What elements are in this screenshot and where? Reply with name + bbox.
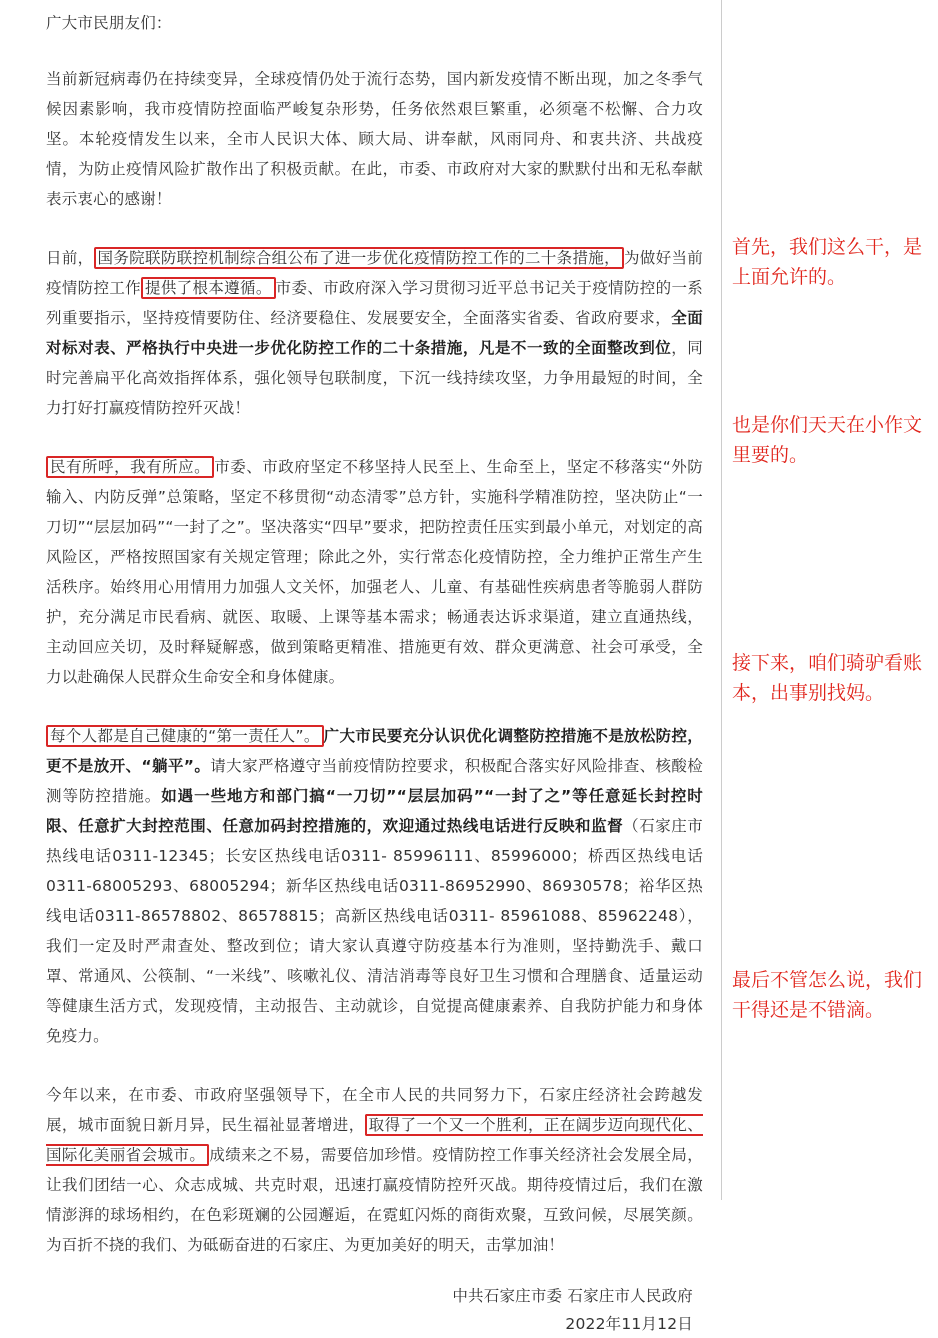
highlight-fundamental-guidance: 提供了根本遵循。 [141,277,276,299]
paragraph-3 [46,452,703,692]
highlight-twenty-measures: 国务院联防联控机制综合组公布了进一步优化疫情防控工作的二十条措施， [94,247,624,269]
annotation-3: 接下来，咱们骑驴看账本，出事别找妈。 [732,652,923,704]
p5-text-b: 成绩来之不易，需要倍加珍惜。疫情防控工作事关经济社会发展全局，让我们团结一心、众志成城、共克时艰，迅速打赢疫情防控歼灭战。期待疫情过后，我们在激情澎湃的球场相约，在色彩斑斓的公园邂逅，在霓虹闪烁的商街欢聚，互致问候，尽展笑颜。为百折不挠的我们、为砥砺奋进的石家庄、为更加美好的明天，击掌加油！ [46,1146,703,1254]
p4-bold-2: 如遇一些地方和部门搞“一刀切”“层层加码”“一封了之”等任意延长封控时限、任意扩大封控范围、任意加码封控措施的，欢迎通过热线电话进行反映和监督 [46,787,704,835]
highlight-victory: 取得了一个又一个胜利，正在阔步迈向现代化、国际化美丽省会城市。 [46,1116,703,1164]
p4-text-b: （石家庄市热线电话0311-12345；长安区热线电话0311- 85996111、85996000；桥西区热线电话0311-68005293、68005294；新华区热线电话0311-86952990、86930578；裕华区热线电话0311-86578802、86578815；高新区热线电话0311- 85961088、85962248），我们一定及时严肃查处、整改到位；请大家认真遵守防疫基本行为准则，坚持勤洗手、戴口罩、常通风、公筷制、“一米线”、咳嗽礼仪、清洁消毒等良好卫生习惯和合理膳食、适量运动等健康生活方式，发现疫情，主动报告、主动就诊，自觉提高健康素养、自我防护能力和身体免疫力。 [46,817,703,1045]
p2-text-b: 为做好当前疫情防控工作 [46,249,703,297]
p5-text-a: 今年以来，在市委、市政府坚强领导下，在全市人民的共同努力下，石家庄经济社会跨越发展，城市面貌日新月异，民生福祉显著增进， [46,1086,703,1134]
paragraph-2 [46,243,703,423]
signature-block [46,1282,703,1338]
highlight-first-responsible: 每个人都是自己健康的“第一责任人”。 [46,725,324,747]
paragraph-5 [46,1080,703,1260]
p3-text: 市委、市政府坚定不移坚持人民至上、生命至上，坚定不移落实“外防输入、内防反弹”总策略，坚定不移贯彻“动态清零”总方针，实施科学精准防控，坚决防止“一刀切”“层层加码”“一封了之”。坚决落实“四早”要求，把防控责任压实到最小单元，对划定的高风险区，严格按照国家有关规定管理；除此之外，实行常态化疫情防控，全力维护正常生产生活秩序。始终用心用情用力加强人文关怀，加强老人、儿童、有基础性疾病患者等脆弱人群防护，充分满足市民看病、就医、取暖、上课等基本需求；畅通表达诉求渠道，建立直通热线，主动回应关切，及时释疑解惑，做到策略更精准、措施更有效、群众更满意、社会可承受，全力以赴确保人民群众生命安全和身体健康。 [46,458,703,686]
paragraph-4 [46,721,703,1051]
p2-text-c: 市委、市政府深入学习贯彻习近平总书记关于疫情防控的一系列重要指示，坚持疫情要防住、经济要稳住、发展要安全，全面落实省委、省政府要求， [46,279,704,327]
p4-text-a: 请大家严格遵守当前疫情防控要求，积极配合落实好风险排查、核酸检测等防控措施。 [46,757,703,805]
annotation-4: 最后不管怎么说，我们干得还是不错滴。 [732,969,923,1021]
annotation-1: 首先，我们这么干，是上面允许的。 [732,236,923,288]
greeting: 广大市民朋友们： [46,14,172,32]
highlight-people-call: 民有所呼，我有所应。 [46,456,214,478]
p4-bold-1: 广大市民要充分认识优化调整防控措施不是放松防控，更不是放开、“躺平”。 [46,727,703,775]
paragraph-1: 当前新冠病毒仍在持续变异，全球疫情仍处于流行态势，国内新发疫情不断出现，加之冬季气候因素影响，我市疫情防控面临严峻复杂形势，任务依然艰巨繁重，必须毫不松懈、合力攻坚。本轮疫情发生以来，全市人民识大体、顾大局、讲奉献，风雨同舟、和衷共济、共战疫情，为防止疫情风险扩散作出了积极贡献。在此，市委、市政府对大家的默默付出和无私奉献表示衷心的感谢！ [46,70,703,208]
p2-text-a: 日前， [46,249,94,267]
date: 2022年11月12日 [565,1315,693,1333]
annotation-2: 也是你们天天在小作文里要的。 [732,414,923,466]
p2-text-d: ，同时完善扁平化高效指挥体系，强化领导包联制度，下沉一线持续攻坚，力争用最短的时间，全力打好打赢疫情防控歼灭战！ [46,339,703,417]
p2-bold-text: 全面对标对表、严格执行中央进一步优化防控工作的二十条措施，凡是不一致的全面整改到位 [46,309,703,357]
signature: 中共石家庄市委 石家庄市人民政府 [452,1287,693,1305]
